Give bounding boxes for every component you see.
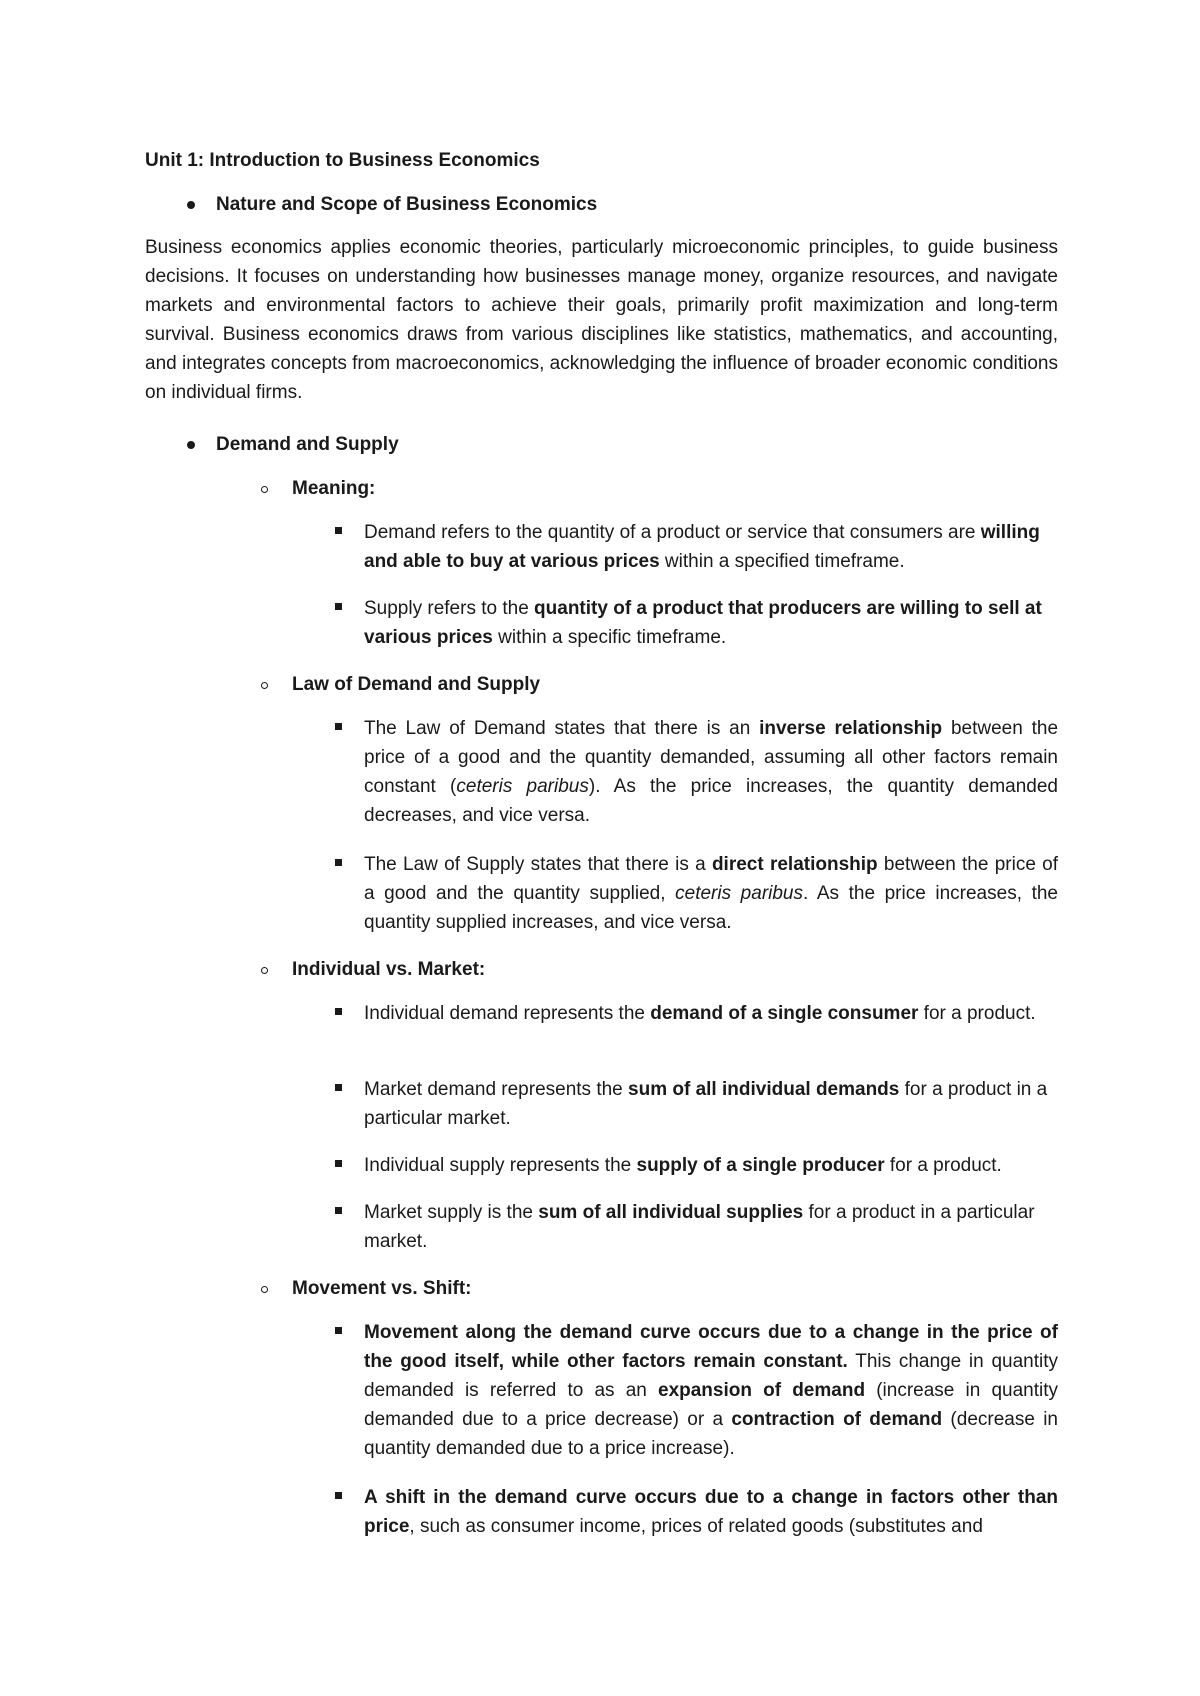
- subheading-individual-market: Individual vs. Market:: [292, 959, 486, 980]
- bold-text: supply of a single producer: [636, 1155, 885, 1176]
- text: Individual demand represents the: [364, 1003, 651, 1024]
- bold-text: willing and able to buy at various prices: [364, 522, 1040, 572]
- text: Individual supply represents the: [364, 1155, 637, 1176]
- subheading-law: Law of Demand and Supply: [292, 674, 541, 695]
- text: Market supply is the: [364, 1202, 539, 1223]
- bullet-square-icon: [335, 1008, 342, 1015]
- section-heading-demand-supply: Demand and Supply: [216, 434, 399, 455]
- law-supply-item: [364, 850, 1058, 937]
- bullet-square-icon: [335, 527, 342, 534]
- bullet-circle-icon: [261, 682, 268, 689]
- text: The Law of Demand states that there is an: [364, 718, 760, 739]
- bullet-circle-icon: [261, 486, 268, 493]
- bullet-circle-icon: [261, 967, 268, 974]
- bullet-square-icon: [335, 603, 342, 610]
- bold-text: sum of all individual demands: [628, 1079, 900, 1100]
- bullet-circle-icon: [261, 1286, 268, 1293]
- text: between the price of a good and the quantity demanded, assuming all other factors remain constant (: [364, 718, 1059, 797]
- bullet-disc-icon: [187, 441, 195, 449]
- section-heading-nature-scope: Nature and Scope of Business Economics: [216, 194, 598, 215]
- text: . As the price increases, the quantity supplied increases, and vice versa.: [364, 883, 1058, 933]
- bullet-square-icon: [335, 1327, 342, 1334]
- bold-text: direct relationship: [711, 854, 878, 875]
- bullet-square-icon: [335, 1084, 342, 1091]
- subheading-meaning: Meaning:: [292, 478, 376, 499]
- movement-item: [364, 1318, 1058, 1463]
- bullet-square-icon: [335, 1160, 342, 1167]
- text: Demand refers to the quantity of a product or service that consumers are: [364, 522, 981, 543]
- individual-demand-item: [364, 999, 1058, 1028]
- text: This change in quantity demanded is referred to as an: [364, 1351, 1058, 1401]
- text: ). As the price increases, the quantity demanded decreases, and vice versa.: [364, 776, 1059, 826]
- section-paragraph-nature-scope: Business economics applies economic theories, particularly microeconomic principles, to guide business decisions. It focuses on understanding how businesses manage money, organize resources, and navigate markets and environmental factors to achieve their goals, primarily profit maximization and long-term survival. Business economics draws from various disciplines like statistics, mathematics, and accounting, and integrates concepts from macroeconomics, acknowledging the influence of broader economic conditions on individual firms.: [145, 237, 1058, 403]
- text: between the price of a good and the quantity supplied,: [364, 854, 1059, 904]
- text: , such as consumer income, prices of related goods (substitutes and: [409, 1516, 983, 1537]
- bullet-square-icon: [335, 859, 342, 866]
- text: for a product.: [884, 1155, 1002, 1176]
- text: for a product in a particular market.: [364, 1079, 1048, 1129]
- bold-text: demand of a single consumer: [650, 1003, 919, 1024]
- market-demand-item: [364, 1075, 1058, 1133]
- text: Market demand represents the: [364, 1079, 629, 1100]
- bold-text: A shift in the demand curve occurs due to a change in factors other than price: [364, 1487, 1058, 1537]
- text: (increase in quantity demanded due to a price decrease) or a: [364, 1380, 1058, 1430]
- bold-text: expansion of demand: [658, 1380, 866, 1401]
- law-demand-item: [364, 714, 1058, 830]
- text: The Law of Supply states that there is a: [364, 854, 712, 875]
- subheading-movement-shift: Movement vs. Shift:: [292, 1278, 472, 1299]
- market-supply-item: [364, 1198, 1058, 1256]
- text: (decrease in quantity demanded due to a price increase).: [364, 1409, 1058, 1459]
- bullet-square-icon: [335, 1492, 342, 1499]
- bullet-square-icon: [335, 1207, 342, 1214]
- shift-item: [364, 1483, 1058, 1541]
- text: within a specified timeframe.: [659, 551, 905, 572]
- text: within a specific timeframe.: [492, 627, 727, 648]
- bold-text: quantity of a product that producers are willing to sell at various prices: [364, 598, 1042, 648]
- bold-text: contraction of demand: [731, 1409, 943, 1430]
- bold-text: inverse relationship: [759, 718, 943, 739]
- meaning-supply-item: [364, 594, 1058, 652]
- individual-supply-item: [364, 1151, 1058, 1180]
- italic-text: ceteris paribus: [456, 776, 589, 797]
- text: for a product.: [918, 1003, 1036, 1024]
- text: Supply refers to the: [364, 598, 535, 619]
- bold-text: sum of all individual supplies: [538, 1202, 804, 1223]
- bold-text: Movement along the demand curve occurs due to a change in the price of the good itself, while other factors remain constant.: [364, 1322, 1058, 1372]
- text: for a product in a particular market.: [364, 1202, 1035, 1252]
- bullet-square-icon: [335, 723, 342, 730]
- italic-text: ceteris paribus: [675, 883, 803, 904]
- meaning-demand-item: [364, 518, 1058, 576]
- bullet-disc-icon: [187, 201, 195, 209]
- unit-title: Unit 1: Introduction to Business Economics: [145, 150, 540, 171]
